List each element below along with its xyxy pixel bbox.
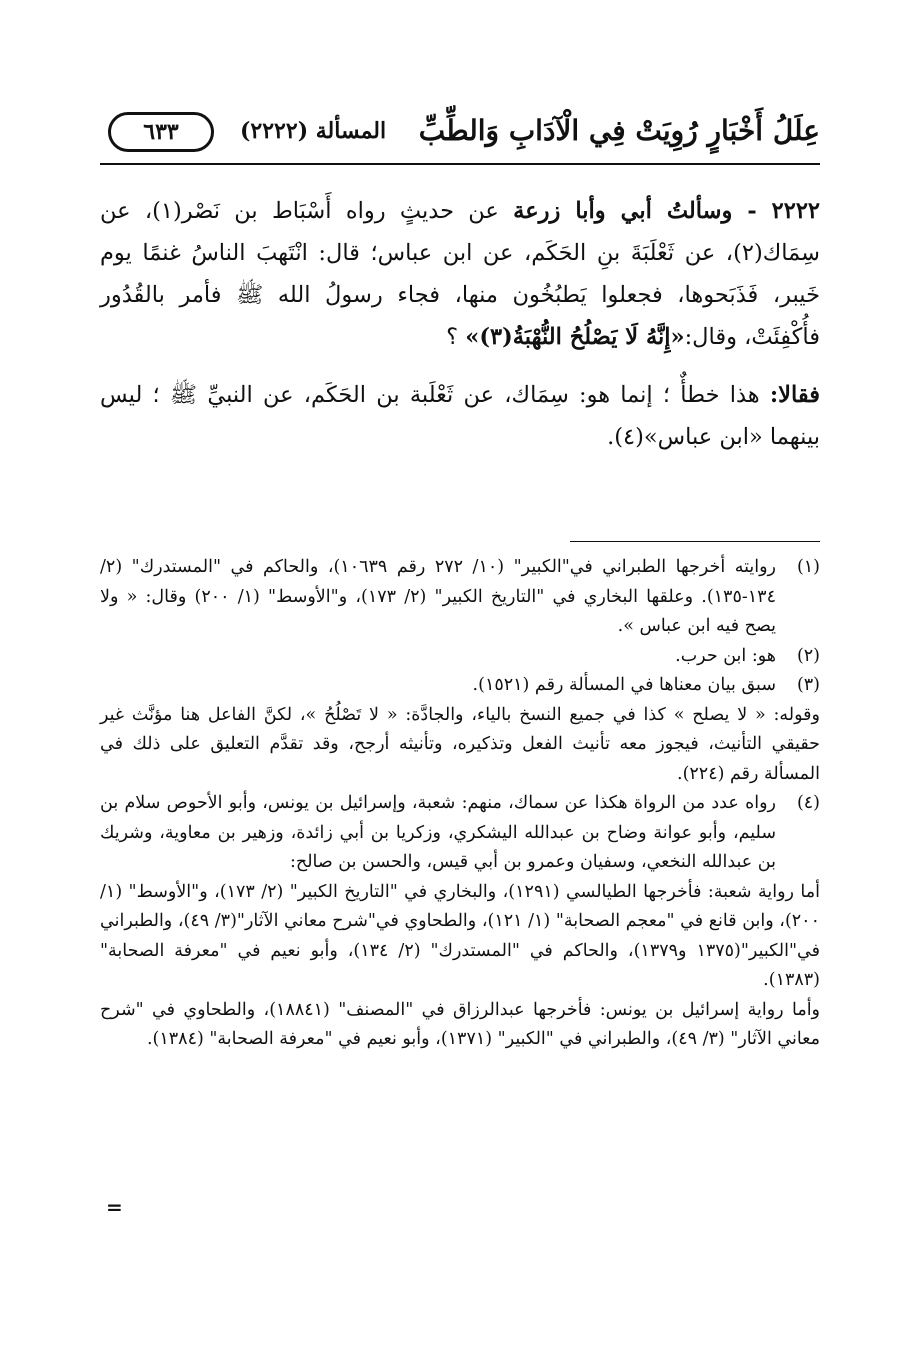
footnote-separator xyxy=(570,541,820,542)
main-text xyxy=(100,190,820,458)
footnote-text: رواه عدد من الرواة هكذا عن سماك، منهم: شعبة، وإسرائيل بن يونس، وأبو الأحوص سلام بن سليم، وأبو عوانة وضاح بن عبدالله اليشكري، وزكريا بن أبي زائدة، وزهير بن معاوية، وشريك بن عبدالله النخعي، وسفيان وعمرو بن أبي قيس، والحسن بن صالح: xyxy=(100,793,776,872)
footnote-4-shuba: أما رواية شعبة: فأخرجها الطيالسي (١٢٩١)، والبخاري في "التاريخ الكبير" (٢/ ١٧٣)، و"الأوسط" (١/ ٢٠٠)، وابن قانع في "معجم الصحابة" (١/ ١٢١)، والطحاوي في"شرح معاني الآثار"(٣/ ٤٩)، والطبراني في"الكبير"(١٣٧٥ و١٣٧٩)، والحاكم في "المستدرك" (٢/ ١٣٤)، وأبو نعيم في "معرفة الصحابة" (١٣٨٣). xyxy=(100,881,821,990)
footnote-2 xyxy=(100,642,820,672)
hadith-quote: «إِنَّهُ لَا يَصْلُحُ النُّهْبَةُ(٣)» xyxy=(465,324,685,350)
running-title: عِلَلُ أَخْبَارٍ رُوِيَتْ فِي الْآدَابِ وَالطِّبِّ xyxy=(418,114,820,147)
footnote-number: (١) xyxy=(796,557,820,577)
page-header xyxy=(100,110,820,156)
question-end: ؟ xyxy=(446,324,466,350)
issue-label: المسألة (٢٢٢٢) xyxy=(240,118,387,144)
footnote-4-israil: وأما رواية إسرائيل بن يونس: فأخرجها عبدالرزاق في "المصنف" (١٨٨٤١)، والطحاوي في "شرح معاني الآثار" (٣/ ٤٩)، والطبراني في "الكبير" (١٣٧١)، وأبو نعيم في "معرفة الصحابة" (١٣٨٤). xyxy=(100,999,821,1049)
question-text: عن حديثٍ رواه أَسْبَاط بن نَصْر(١)، عن سِمَاك(٢)، عن ثَعْلَبَةَ بنِ الحَكَم، عن ابن عباس؛ قال: انْتَهبَ الناسُ غنمًا يوم خَيبر، فَذَبَحوها، فجعلوا يَطبُخُون منها، فجاء رسولُ الله ﷺ فأمر بالقُدُور فأُكْفِئَتْ، وقال: xyxy=(100,198,820,350)
footnote-3-continuation: وقوله: « لا يصلح » كذا في جميع النسخ بالياء، والجادَّة: « لا تَصْلُحُ »، لكنَّ الفاعل هنا مؤنَّث غير حقيقي التأنيث، فيجوز معه تأنيث الفعل وتذكيره، وتأنيثه أرجح، وقد تقدَّم التعليق على ذلك في المسألة رقم (٢٢٤). xyxy=(100,704,820,784)
footnotes xyxy=(100,553,820,1055)
footnote-3 xyxy=(100,671,820,701)
footnote-4 xyxy=(100,789,820,878)
answer-paragraph xyxy=(100,374,820,458)
footnote-number: (٣) xyxy=(796,675,820,695)
question-lead: ٢٢٢٢ - وسألتُ أبي وأبا زرعة xyxy=(513,198,820,224)
footnote-text: هو: ابن حرب. xyxy=(675,645,776,666)
footnote-text: روايته أخرجها الطبراني في"الكبير" (١٠/ ٢٧٢ رقم ١٠٦٣٩)، والحاكم في "المستدرك" (٢/ ١٣٤-١٣٥). وعلقها البخاري في "التاريخ الكبير" (٢/ ١٧٣)، و"الأوسط" (١/ ٢٠٠) وقال: « ولا يصح فيه ابن عباس ». xyxy=(100,557,777,636)
footnote-number: (٢) xyxy=(796,645,820,666)
header-rule xyxy=(100,163,820,165)
answer-lead: فقالا: xyxy=(769,382,820,408)
question-paragraph xyxy=(100,190,820,358)
page-number: ٦٣٣ xyxy=(108,112,214,152)
footnote-1 xyxy=(100,553,820,642)
continuation-mark: = xyxy=(106,1195,123,1219)
footnote-text: سبق بيان معناها في المسألة رقم (١٥٢١). xyxy=(472,675,776,695)
answer-text: هذا خطأٌ ؛ إنما هو: سِمَاك، عن ثَعْلَبة بن الحَكَم، عن النبيِّ ﷺ ؛ ليس بينهما «ابن عباس»(٤). xyxy=(100,382,820,450)
footnote-number: (٤) xyxy=(796,793,820,813)
